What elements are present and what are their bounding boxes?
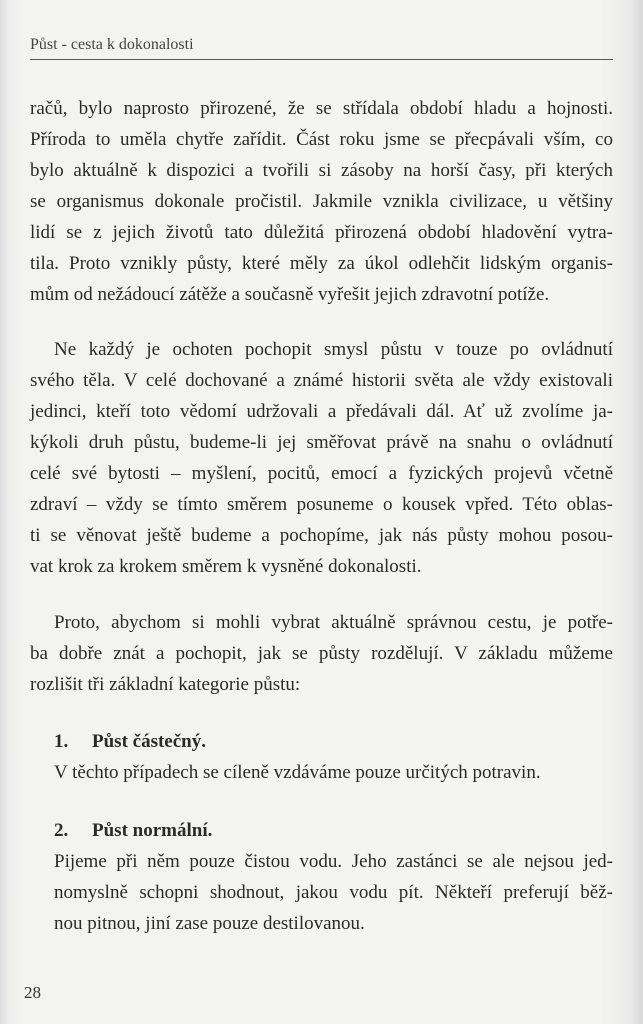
text-line: lidí se z jejich životů tato důležitá přirozená období hladovění vytra- [30,222,613,243]
text-line: se organismus dokonale pročistil. Jakmile vznikla civilizace, u většiny [30,191,613,212]
text-line: kýkoli druh půstu, budeme-li jej směřovat právě na snahu o ovládnutí [30,432,613,453]
list-item-1 [54,726,613,788]
list-item-heading [54,815,613,846]
text-line: celé své bytosti – myšlení, pocitů, emocí a fyzických projevů včetně [30,463,613,484]
text-line: zdraví – vždy se tímto směrem posuneme o kousek vpřed. Této oblas- [30,494,613,515]
text-line: nomyslně schopni shodnout, jakou vodu pít. Někteří preferují běž- [54,882,613,903]
text-line: jedinci, kteří toto vědomí udržovali a předávali dál. Ať už zvolíme ja- [30,401,613,422]
text-line: V těchto případech se cíleně vzdáváme pouze určitých potravin. [54,762,541,783]
text-line: tila. Proto vznikly půsty, které měly za úkol odlehčit lidským organis- [30,253,613,274]
paragraph-2 [30,334,613,582]
paragraph-1 [30,93,613,310]
text-line: bylo aktuálně k dispozici a tvořili si zásoby na horší časy, při kterých [30,160,613,181]
text-line: ba dobře znát a pochopit, jak se půsty rozdělují. V základu můžeme [30,643,613,664]
list-item-number: 1. [54,731,69,752]
header-rule [30,59,613,60]
list-item-heading [54,726,613,757]
list-item-2 [54,815,613,939]
text-line: vat krok za krokem směrem k vysněné dokonalosti. [30,556,422,577]
list-item-number: 2. [54,820,69,841]
text-line: Proto, abychom si mohli vybrat aktuálně správnou cestu, je potře- [54,612,613,633]
text-line: Pijeme při něm pouze čistou vodu. Jeho zastánci se ale nejsou jed- [54,851,613,872]
text-line: nou pitnou, jiní zase pouze destilovanou. [54,913,365,934]
text-line: mům od nežádoucí zátěže a současně vyřešit jejich zdravotní potíže. [30,284,550,305]
paragraph-3 [30,607,613,700]
running-header: Půst - cesta k dokonalosti [30,36,194,53]
text-line: Ne každý je ochoten pochopit smysl půstu v touze po ovládnutí [54,339,613,360]
list-item-title: Půst částečný. [92,731,206,752]
text-line: Příroda to uměla chytře zařídit. Část roku jsme se přecpávali vším, co [30,129,613,150]
text-line: rozlišit tři základní kategorie půstu: [30,674,301,695]
text-line: ti se věnovat ještě budeme a pochopíme, jak nás půsty mohou posou- [30,525,613,546]
list-item-title: Půst normální. [92,820,213,841]
text-line: svého těla. V celé dochované a známé historii světa ale vždy existovali [30,370,613,391]
page-number: 28 [24,983,41,1002]
text-line: račů, bylo naprosto přirozené, že se střídala období hladu a hojnosti. [30,98,613,119]
